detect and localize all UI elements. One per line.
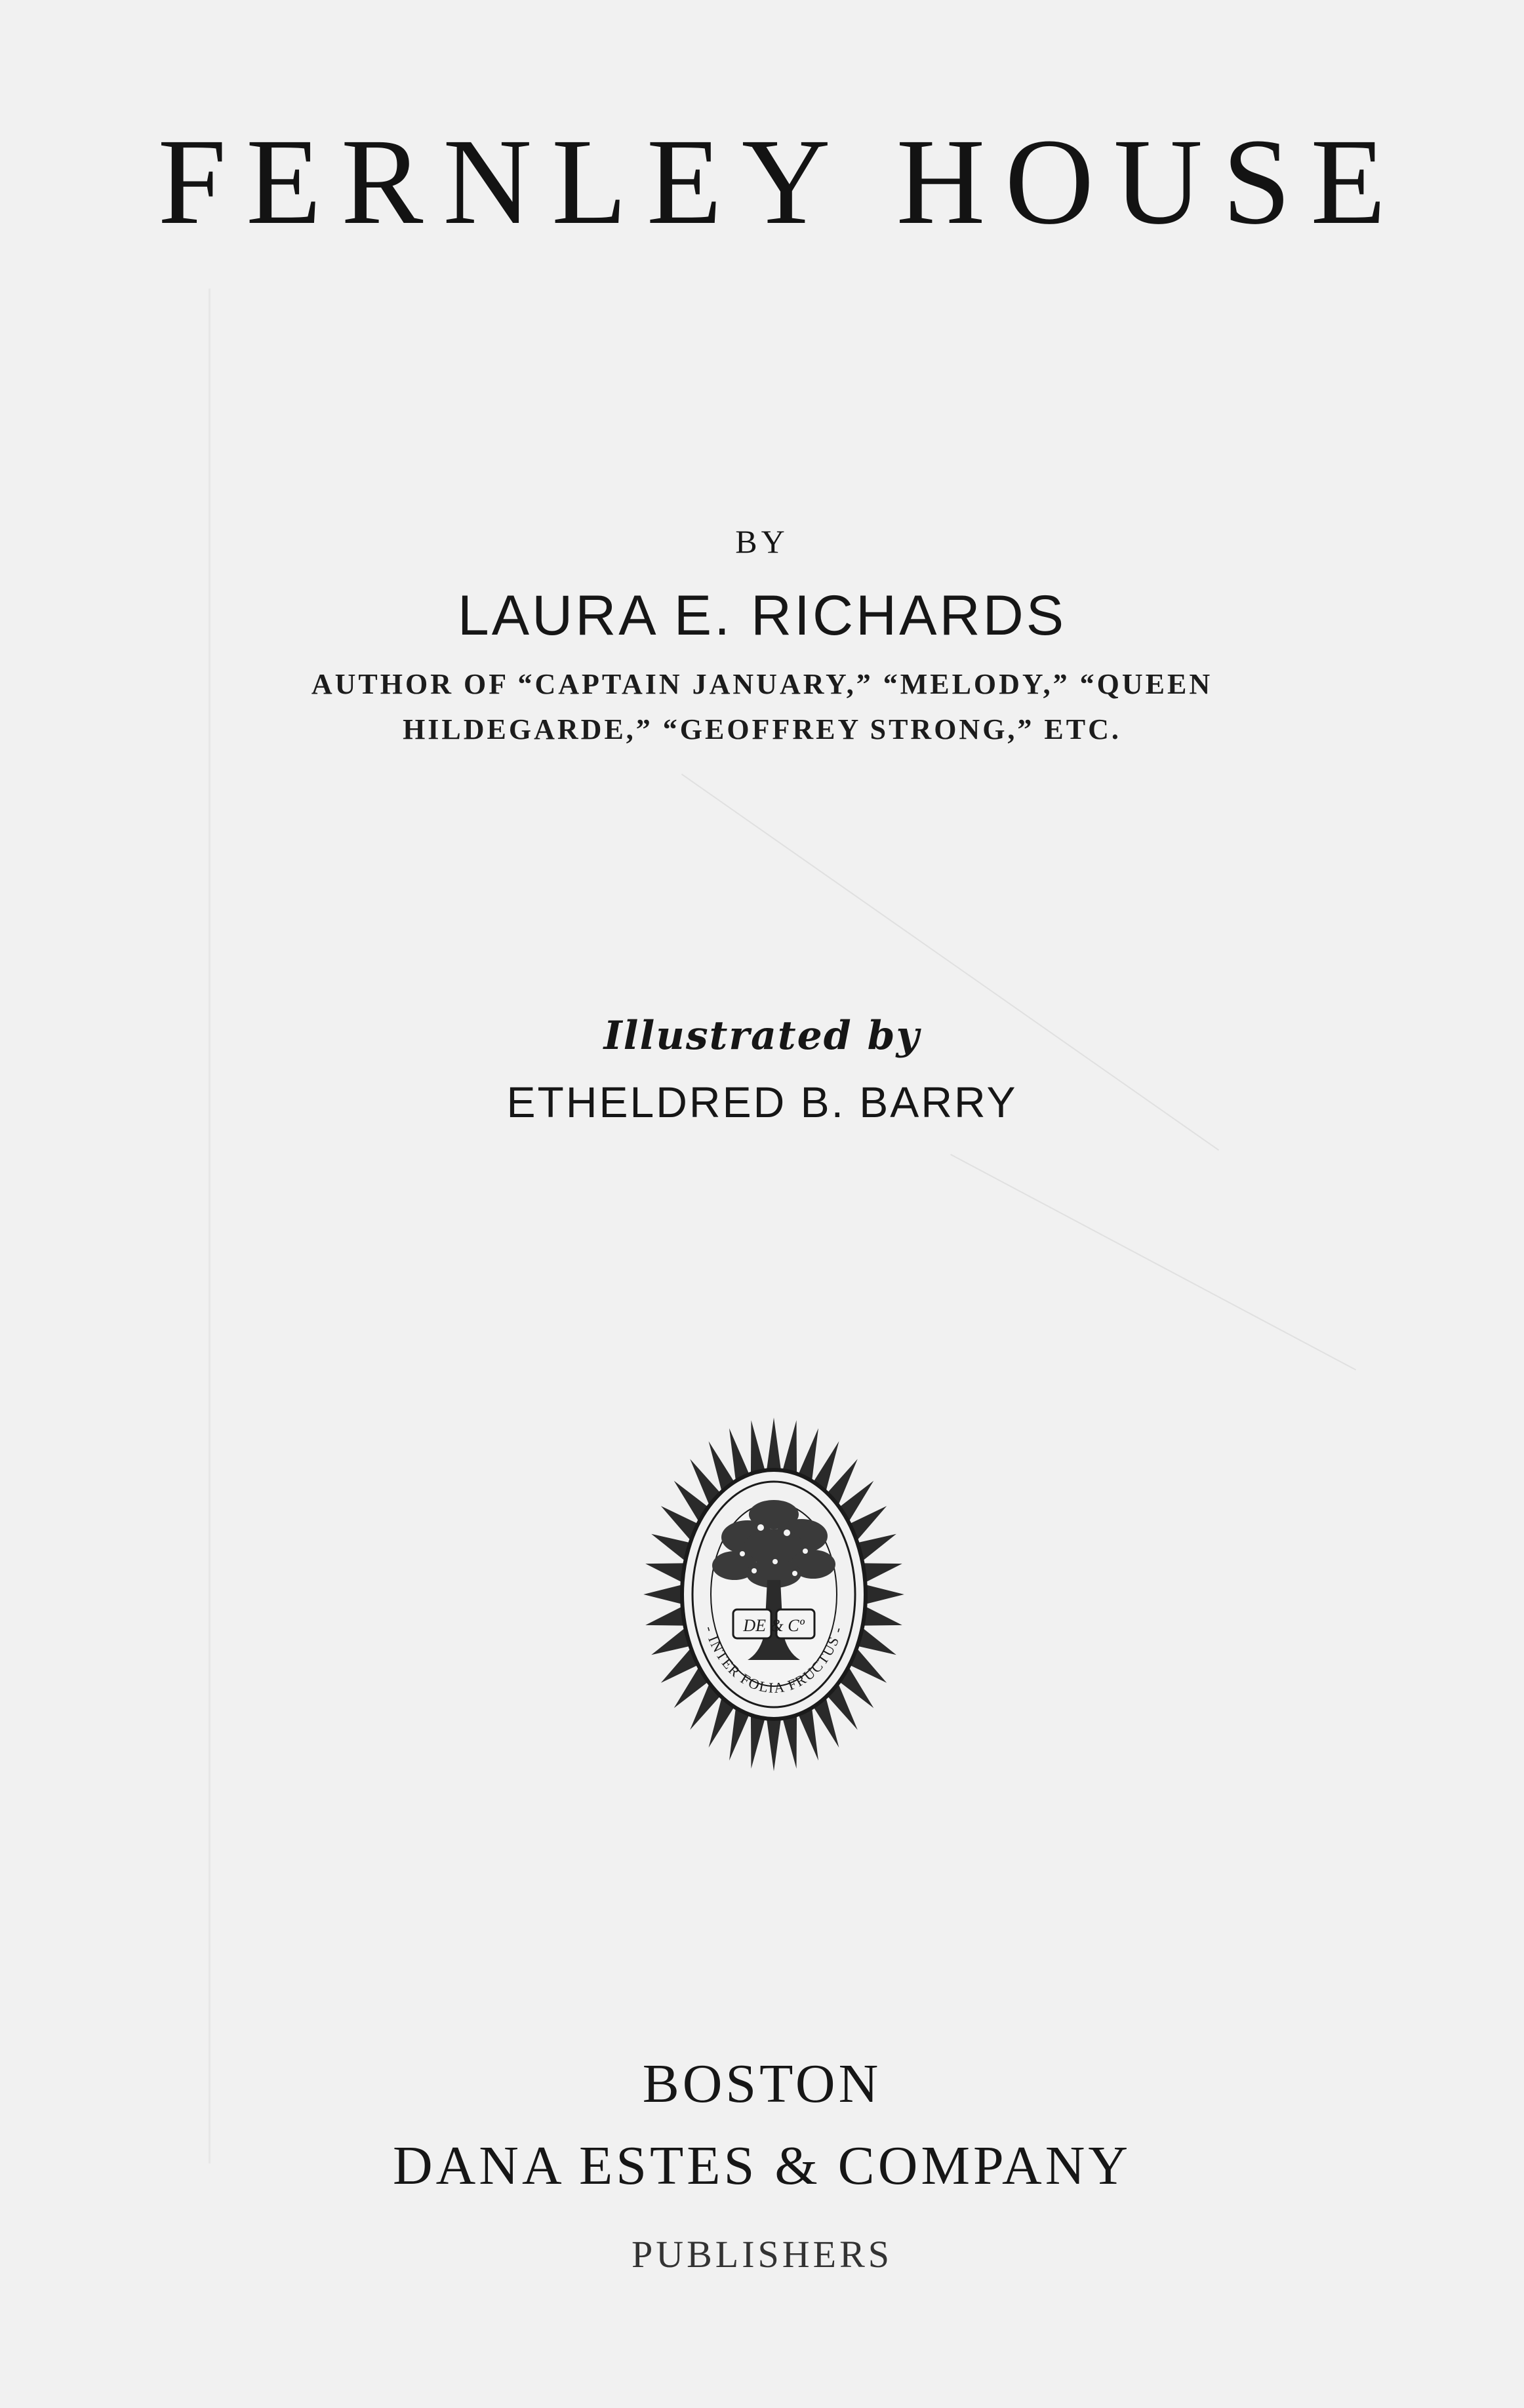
imprint-publishers-label: PUBLISHERS bbox=[631, 2233, 893, 2276]
imprint-publisher: DANA ESTES & COMPANY bbox=[392, 2135, 1132, 2196]
imprint-city: BOSTON bbox=[642, 2053, 882, 2114]
emblem-ray bbox=[645, 1606, 685, 1625]
emblem-ray bbox=[767, 1718, 781, 1771]
paper-crack bbox=[950, 1154, 1356, 1370]
emblem-ray bbox=[863, 1563, 902, 1582]
author-works-line-2: HILDEGARDE,” “GEOFFREY STRONG,” ETC. bbox=[403, 713, 1121, 745]
book-title: FERNLEY HOUSE bbox=[157, 113, 1406, 250]
author-name: LAURA E. RICHARDS bbox=[457, 584, 1067, 647]
emblem-ray bbox=[782, 1420, 797, 1474]
page-crease bbox=[209, 288, 211, 2163]
emblem-ray bbox=[751, 1420, 765, 1474]
emblem-ray bbox=[798, 1428, 818, 1481]
emblem-ray bbox=[767, 1417, 781, 1470]
emblem-ray bbox=[866, 1585, 904, 1604]
illustrator-name: ETHELDRED B. BARRY bbox=[506, 1078, 1018, 1126]
emblem-monogram: DE & Cº bbox=[743, 1616, 805, 1635]
illustrated-by-label: Illustrated by bbox=[603, 1013, 921, 1059]
emblem-ray bbox=[645, 1563, 685, 1582]
emblem-ray bbox=[751, 1715, 765, 1769]
emblem-ray bbox=[782, 1715, 797, 1769]
emblem-ray bbox=[643, 1585, 682, 1604]
emblem-ray bbox=[729, 1708, 750, 1761]
publisher-device-tree-icon bbox=[630, 1416, 918, 1773]
author-works-line-1: AUTHOR OF “CAPTAIN JANUARY,” “MELODY,” “QUEEN bbox=[311, 668, 1213, 700]
emblem-ray bbox=[729, 1428, 750, 1481]
emblem-ray bbox=[798, 1708, 818, 1761]
emblem-ray bbox=[863, 1606, 902, 1625]
emblem-motto: - INTER FOLIA FRUCTUS - bbox=[701, 1624, 847, 1697]
byline-label: BY bbox=[735, 523, 789, 560]
